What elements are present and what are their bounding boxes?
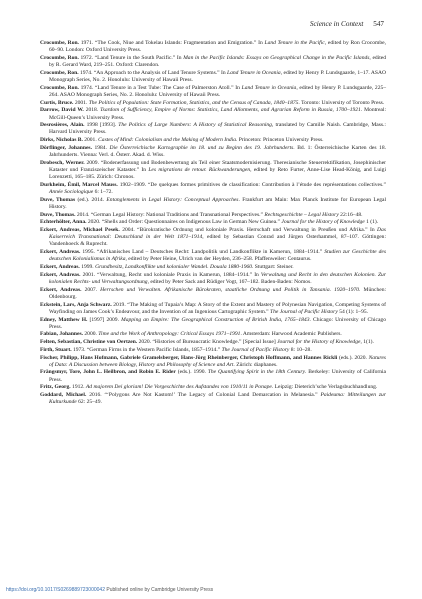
reference-entry <box>40 219 386 226</box>
reference-title: Mapping an Empire: The Geographical Construction of British India, 1765–1843 <box>121 316 310 323</box>
running-header <box>58 20 384 32</box>
reference-title: The Journal of Pacific History <box>221 346 290 353</box>
reference-author: Fischer, Philipp, Hans Hofmann, Gabriele Gramelsberger, Hans-Jörg Rheinberger, Christoph Hoffmann, and Hannes Rickli <box>40 354 338 361</box>
reference-author: Desrosières, Alain. <box>40 122 85 129</box>
reference-author: Crocombe, Ron. <box>40 84 79 91</box>
reference-entry <box>40 331 386 338</box>
reference-title: Land Tenure in Oceania <box>241 84 297 91</box>
reference-text: 1974. “Land Tenure in a Test Tube: The Case of Palmerston Atoll.” In <box>78 84 242 91</box>
reference-text: 1902–1909. “De quelques formes primitives de classification: Contribution à l’étude des représentations collectives.” <box>117 181 386 188</box>
doi-link[interactable]: https://doi.org/10.1017/S0269889723000042 <box>6 587 105 593</box>
reference-text: . Bd. 1: Österreichische Karten des 18. Jahrhunderts. Vienna: Verl. d. Österr. Akad. d. Wiss. <box>49 144 386 159</box>
reference-entry <box>40 137 386 144</box>
reference-text: (eds.). 1990. <box>175 369 208 376</box>
reference-text: , edited by Henry P. Lundsgaarde, 225–264. ASAO Monograph Series, No. 2. Honolulu: University of Hawaii Press. <box>49 84 387 98</box>
reference-author: Dirks, Nicholas B. <box>40 137 83 144</box>
reference-title: Journal for the History of Knowledge <box>277 339 361 346</box>
reference-text: . Leipzig: Dieterich’sche Verlagsbuchhandlung. <box>271 384 378 391</box>
reference-title: The Journal of Pacific History <box>270 308 338 315</box>
reference-author: Eckert, Andreas. <box>40 271 81 278</box>
reference-entry <box>40 145 386 159</box>
reference-text: 6: 1–72. <box>93 189 113 196</box>
reference-author: Frängsmyr, Tore, John L. Heilbron, and Robin E. Rider <box>40 369 176 376</box>
reference-text: , edited by R. Gerard Ward, 219–251. Oxford: Clarendon. <box>49 54 386 69</box>
publisher-note: Published online by Cambridge University Press <box>104 587 214 593</box>
reference-author: Drobesch, Werner. <box>40 159 85 166</box>
reference-author: Felten, Sebastian, Christine von Oertzen. <box>40 339 138 346</box>
reference-text: 2001. <box>82 137 99 144</box>
reference-author: Duve, Thomas. <box>40 211 76 218</box>
reference-text: 1995. “Afrikanisches Land – Deutsches Recht: Landpolitik und Landkonflikte in Kamerun, 1884–1914.” <box>80 249 325 256</box>
reference-author: Darrow, David W. <box>40 107 84 114</box>
reference-title: Man in the Pacific Islands: Essays on Geographical Change in the Pacific Islands <box>183 54 370 61</box>
reference-text: (ed.). 2014. <box>75 196 107 203</box>
reference-text: , 1(1). <box>360 339 374 346</box>
reference-entry <box>40 339 386 346</box>
reference-title: Castes of Mind: Colonialism and the Making of Modern India <box>98 137 237 144</box>
reference-entry <box>40 264 386 271</box>
reference-title: Tsardom of Sufficiency, Empire of Norms: Statistics, Land Allotments, and Agrarian Reform in Russia, 1700–1921 <box>100 107 361 114</box>
journal-title: Science in Context <box>309 20 364 28</box>
reference-text: 1998 [1993]. <box>84 122 119 129</box>
reference-text: 2019. “The Making of Tupaia’s Map: A Story of the Extent and Mastery of Polynesian Navigation, Competing Systems of Wayfinding on James Cook’s Endeavour, and the Invention of an Ingenious Cartographic System.” <box>49 301 386 315</box>
reference-author: Crocombe, Ron. <box>40 54 79 61</box>
reference-text: . Montreal: McGill-Queen’s University Press. <box>49 107 386 121</box>
reference-title: Verwaltung und Recht in den deutschen Kolonien. Zur kolonialen Rechts- und Verwaltungsordnung <box>49 271 386 285</box>
reference-title: The Politics of Population: State Formation, Statistics, and the Census of Canada, 1840–1875 <box>88 99 299 106</box>
reference-author: Eckert, Andreas, Michael Pesek. <box>40 227 120 234</box>
reference-title: Paideuma: Mitteilungen zur Kulturkunde <box>49 392 386 406</box>
reference-text: 8: 10–28. <box>289 346 312 353</box>
reference-text: , edited by Sebastian Conrad and Jürgen Osterhammel, 87–107. Göttingen: Vandenhoeck & Ruprecht. <box>49 234 386 248</box>
reference-author: Dörflinger, Johannes. <box>40 144 92 151</box>
reference-entry <box>40 249 386 263</box>
reference-title: Rechtsgeschichte – Legal History <box>264 211 339 218</box>
reference-text: , edited by Ron Crocombe, 60–90. London: Oxford University Press. <box>49 40 386 54</box>
reference-entry <box>40 100 386 107</box>
reference-author: Durkheim, Émil, Marcel Mauss. <box>40 181 118 188</box>
reference-text: 2007. <box>81 286 101 293</box>
reference-entry <box>40 347 386 354</box>
reference-author: Goddard, Michael. <box>40 392 87 399</box>
reference-text: . Toronto: University of Toronto Press. <box>298 99 385 106</box>
reference-author: Duve, Thomas <box>40 196 76 203</box>
reference-author: Firth, Stuart. <box>40 346 72 353</box>
page-footer <box>6 587 213 593</box>
reference-entry <box>40 227 386 249</box>
reference-text: 22:16–48. <box>338 211 363 218</box>
reference-text: 1974. “An Approach to the Analysis of Land Tenure Systems.” In <box>78 69 228 76</box>
reference-author: Crocombe, Ron. <box>40 40 79 46</box>
reference-entry <box>40 160 386 182</box>
reference-title: Time and the Work of Anthropology: Critical Essays 1971–1991 <box>98 331 241 338</box>
reference-title: Journal for the History of Knowledge <box>281 219 365 226</box>
reference-entry <box>40 197 386 211</box>
reference-text: , edited by Reto Furter, Anne-Lise Head-König, and Luigi Lorenzetti, 165–185. Zürich: Chronos. <box>49 166 387 181</box>
reference-text: (eds.). 2020. <box>337 354 369 361</box>
reference-entry <box>40 384 386 391</box>
reference-text: , edited by Peter Sack and Rüdiger Vogt, 167–182. Baden-Baden: Nomos. <box>147 279 312 285</box>
reference-text: 2014. “German Legal History: National Traditions and Transnational Perspectives.” <box>75 211 265 218</box>
reference-text: [1997] 2009. <box>87 316 122 323</box>
reference-text: . München: Oldenbourg. <box>49 286 387 300</box>
reference-list <box>40 40 386 407</box>
reference-text: 2020. “Shells and Order: Questionnaires on Indigenous Law in German New Guinea.” <box>86 219 282 226</box>
page-number: 547 <box>373 20 384 28</box>
reference-text: . Zürich: diaphanes. <box>233 361 278 368</box>
reference-text: 2009. “Bodenerfassung und Bodenbewertung als Teil einer Staatsmodernisierung. Theresianische Steuerrektifikation, Josephinischer Kataster und Franziszeischer Kataster.” In <box>49 159 386 173</box>
reference-title: Herrschen und Verwalten. Afrikanische Bürokraten, staatliche Ordnung und Politik in Tansania. 1920–1970 <box>100 286 360 293</box>
reference-title: Année Sociologique <box>49 189 94 196</box>
reference-author: Eckstein, Lars, Anja Schwarz. <box>40 301 112 308</box>
reference-title: Grundbesitz, Landkonflikte und kolonialer Wandel. Douala 1880-1960 <box>95 264 253 271</box>
reference-title: Das Kaiserreich Transnational: Deutschland in der Welt 1871–1914 <box>49 227 386 241</box>
reference-title: Die Österreichische Kartographie im 18. und zu Beginn des 19. Jahrhunderts <box>109 144 294 151</box>
reference-text: 2016. “‘Polygons Are Not Kastom!’ The Legacy of Colonial Land Demarcation in Melanesia.” <box>86 392 321 399</box>
reference-text: 1999. <box>79 264 96 271</box>
reference-text: 2020. “Histories of Bureaucratic Knowledge.” [Special Issue] <box>137 339 278 346</box>
reference-text: 1912. <box>70 384 86 391</box>
reference-title: The Politics of Large Numbers: A History of Statistical Reasoning <box>118 122 272 129</box>
reference-title: Studien zur Geschichte des deutschen Kolonialismus in Afrika <box>49 249 386 263</box>
reference-entry <box>40 85 386 99</box>
reference-entry <box>40 122 386 136</box>
reference-text: 1972. “Land Tenure in the South Pacific.” In <box>78 54 184 61</box>
reference-author: Edney, Matthew H. <box>40 316 88 323</box>
reference-text: 2004. “Bürokratische Ordnung und koloniale Praxis. Herrschaft und Verwaltung in Preußen und Afrika.” In <box>119 227 378 234</box>
reference-entry <box>40 355 386 369</box>
reference-entry <box>40 107 386 121</box>
reference-entry <box>40 70 386 84</box>
reference-title: Natures of Data: A Discussion between Biology, History and Philosophy of Science and Art <box>49 354 386 368</box>
reference-author: Curtis, Bruce. <box>40 99 74 106</box>
reference-title: Entanglements in Legal History: Conceptual Approaches <box>106 196 239 203</box>
reference-title: Land Tenure in the Pacific <box>264 40 325 46</box>
reference-author: Echterhölter, Anna. <box>40 219 87 226</box>
reference-entry <box>40 369 386 383</box>
reference-entry <box>40 212 386 219</box>
reference-text: , translated by Camille Naish. Cambridge, Mass.: Harvard University Press. <box>49 122 386 136</box>
reference-text: . Amsterdam: Harwood Academic Publishers. <box>240 331 342 338</box>
reference-entry <box>40 182 386 196</box>
reference-author: Eckert, Andreas. <box>40 286 82 293</box>
reference-title: Les migrations de retour. Rückwanderungen <box>148 166 251 173</box>
reference-text: 1971. “The Cook, Niue and Tokelau Islands: Fragmentation and Emigration.” In <box>78 40 265 46</box>
reference-text: , edited by Henry P. Lundsgaarde, 1–17. ASAO Monograph Series, No. 2. Honolulu: University of Hawaii Press. <box>49 69 386 84</box>
reference-text: 2018. <box>83 107 101 114</box>
reference-entry <box>40 272 386 286</box>
reference-text: 1973. “German Firms in the Western Pacific Islands, 1857–1914.” <box>71 346 222 353</box>
reference-author: Fabian, Johannes. <box>40 331 84 338</box>
reference-author: Eckert, Andreas. <box>40 264 80 271</box>
reference-title: Land Tenure in Oceania <box>227 69 281 76</box>
reference-text: 62: 25–49. <box>76 399 102 406</box>
reference-text: 54 (1): 1–95. <box>337 308 369 315</box>
reference-entry <box>40 40 386 54</box>
reference-text: 2000. <box>83 331 99 338</box>
reference-entry <box>40 392 386 406</box>
reference-text: . Frankfurt am Main: Max Planck Institute for European Legal History. <box>49 196 386 210</box>
reference-entry <box>40 302 386 316</box>
reference-entry <box>40 317 386 331</box>
reference-author: Crocombe, Ron. <box>40 69 79 76</box>
reference-text: 2001. <box>73 99 89 106</box>
reference-text: . Berkeley: University of California Press. <box>49 369 386 383</box>
reference-title: The Quantifying Spirit in the 18th Century <box>207 369 306 376</box>
reference-author: Eckert, Andreas. <box>40 249 81 256</box>
reference-text: . Chicago: University of Chicago Press. <box>49 316 386 330</box>
reference-text: , edited by Peter Heine, Ulrich van der Heyden, 236–258. Pfaffenweiler: Centaurus. <box>125 256 312 263</box>
reference-text: . Stuttgart: Steiner. <box>252 264 294 271</box>
reference-text: 1984. <box>91 144 110 151</box>
reference-text: 1 (1). <box>364 219 379 226</box>
reference-text: 2001. “Verwaltung, Recht und koloniale Praxis in Kamerun, 1884–1914.” In <box>80 271 261 278</box>
reference-entry <box>40 55 386 69</box>
reference-entry <box>40 287 386 301</box>
reference-author: Fritz, Georg. <box>40 384 71 391</box>
reference-text: . Princeton: Princeton University Press. <box>236 137 324 144</box>
reference-title: Ad majorem Dei gloriam! Die Vorgeschichte des Aufstandes von 1910/11 in Ponape <box>85 384 272 391</box>
